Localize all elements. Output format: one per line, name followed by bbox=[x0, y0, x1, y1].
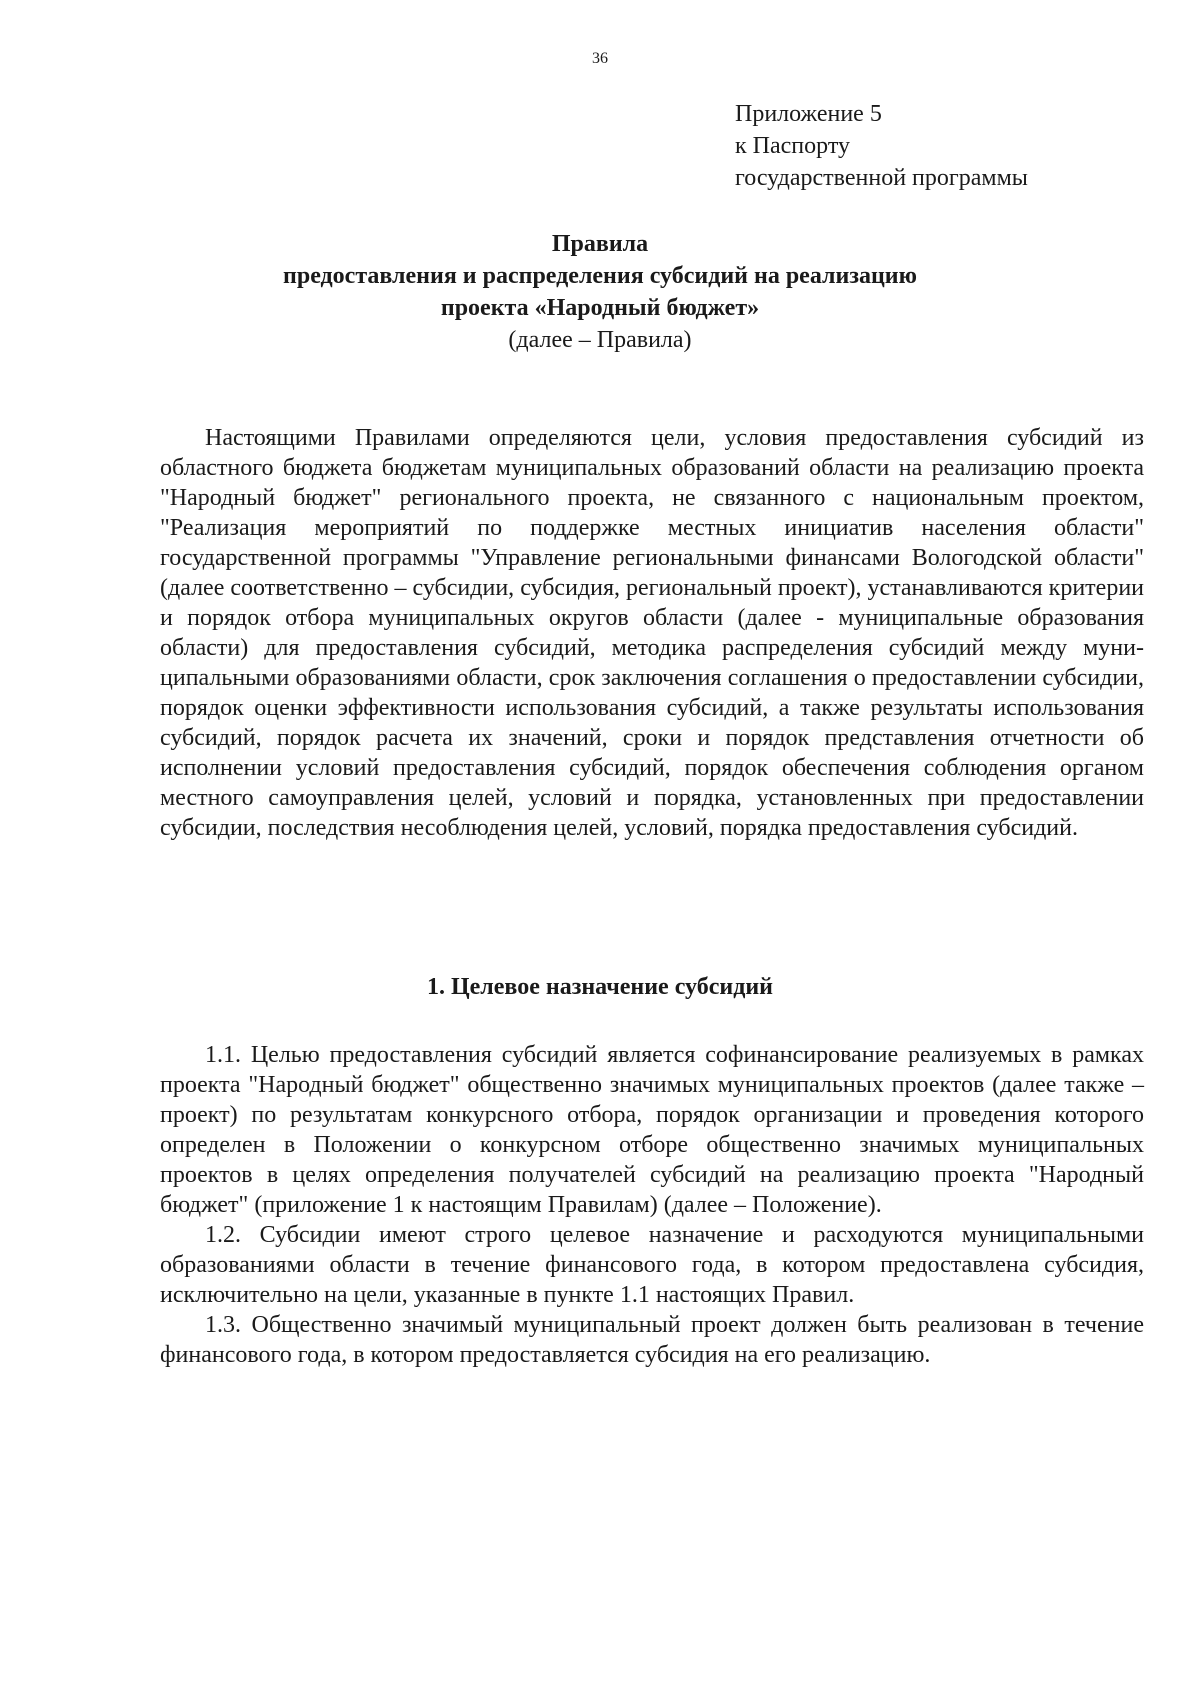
appendix-line: к Паспорту bbox=[735, 133, 850, 159]
appendix-line: государственной программы bbox=[735, 165, 1028, 191]
paragraph-1-3: 1.3. Общественно значимый муниципальный проект должен быть реализован в течение финансового года, в котором предоставляется субсидия на его реализацию. bbox=[160, 1312, 1144, 1368]
page-number: 36 bbox=[592, 50, 608, 67]
intro-section bbox=[160, 423, 1144, 843]
section-heading: 1. Целевое назначение субсидий bbox=[426, 974, 774, 1000]
section-1-body bbox=[160, 1040, 1144, 1370]
title-line: предоставления и распределения субсидий на реализацию bbox=[283, 263, 917, 289]
title-line: Правила bbox=[551, 231, 649, 257]
appendix-note bbox=[735, 98, 1028, 194]
appendix-line: Приложение 5 bbox=[735, 101, 882, 127]
title-line: проекта «Народный бюджет» bbox=[440, 295, 760, 321]
document-title bbox=[0, 228, 1200, 356]
paragraph-1-1: 1.1. Целью предоставления субсидий является софинансирование реализуемых в рамках проекта "Народный бюджет" общественно значимых муниципальных проектов (далее также – проект) по результатам конкурсного отбора, порядок организации и проведения которого определен в Положении о конкурсном отборе общественно значимых муниципальных проектов в целях определения получателей субсидий на реализацию проекта "Народный бюджет" (приложение 1 к настоящим Правилам) (далее – Положение). bbox=[160, 1042, 1144, 1218]
intro-paragraph: Настоящими Правилами определяются цели, условия предоставления субсидий из областного бюджета бюджетам муниципальных образований области на реализацию проекта "Народный бюджет" регионального проекта, не связанного с национальным проектом, "Реализация мероприятий по поддержке местных инициатив населения области" государственной программы "Управление региональными финансами Вологодской области" (далее соответственно – субсидии, субсидия, региональный проект), устанавливаются критерии и порядок отбора муниципальных округов области (далее - муниципальные образования области) для предоставления субсидий, методика распределения субсидий между муниципальными образованиями области, срок заключения соглашения о предоставлении субсидии, порядок оценки эффективности использования субсидий, а также результаты использования субсидий, порядок расчета их значений, сроки и порядок представления отчетности об исполнении условий предоставления субсидий, порядок обеспечения соблюдения органом местного самоуправления целей, условий и порядка, установленных при предоставлении субсидии, последствия несоблюдения целей, условий, порядка предоставления субсидий. bbox=[160, 425, 1144, 841]
title-subline: (далее – Правила) bbox=[508, 327, 692, 353]
paragraph-1-2: 1.2. Субсидии имеют строго целевое назначение и расходуются муниципальными образованиями области в течение финансового года, в котором предоставлена субсидия, исключительно на цели, указанные в пункте 1.1 настоящих Правил. bbox=[160, 1222, 1144, 1308]
